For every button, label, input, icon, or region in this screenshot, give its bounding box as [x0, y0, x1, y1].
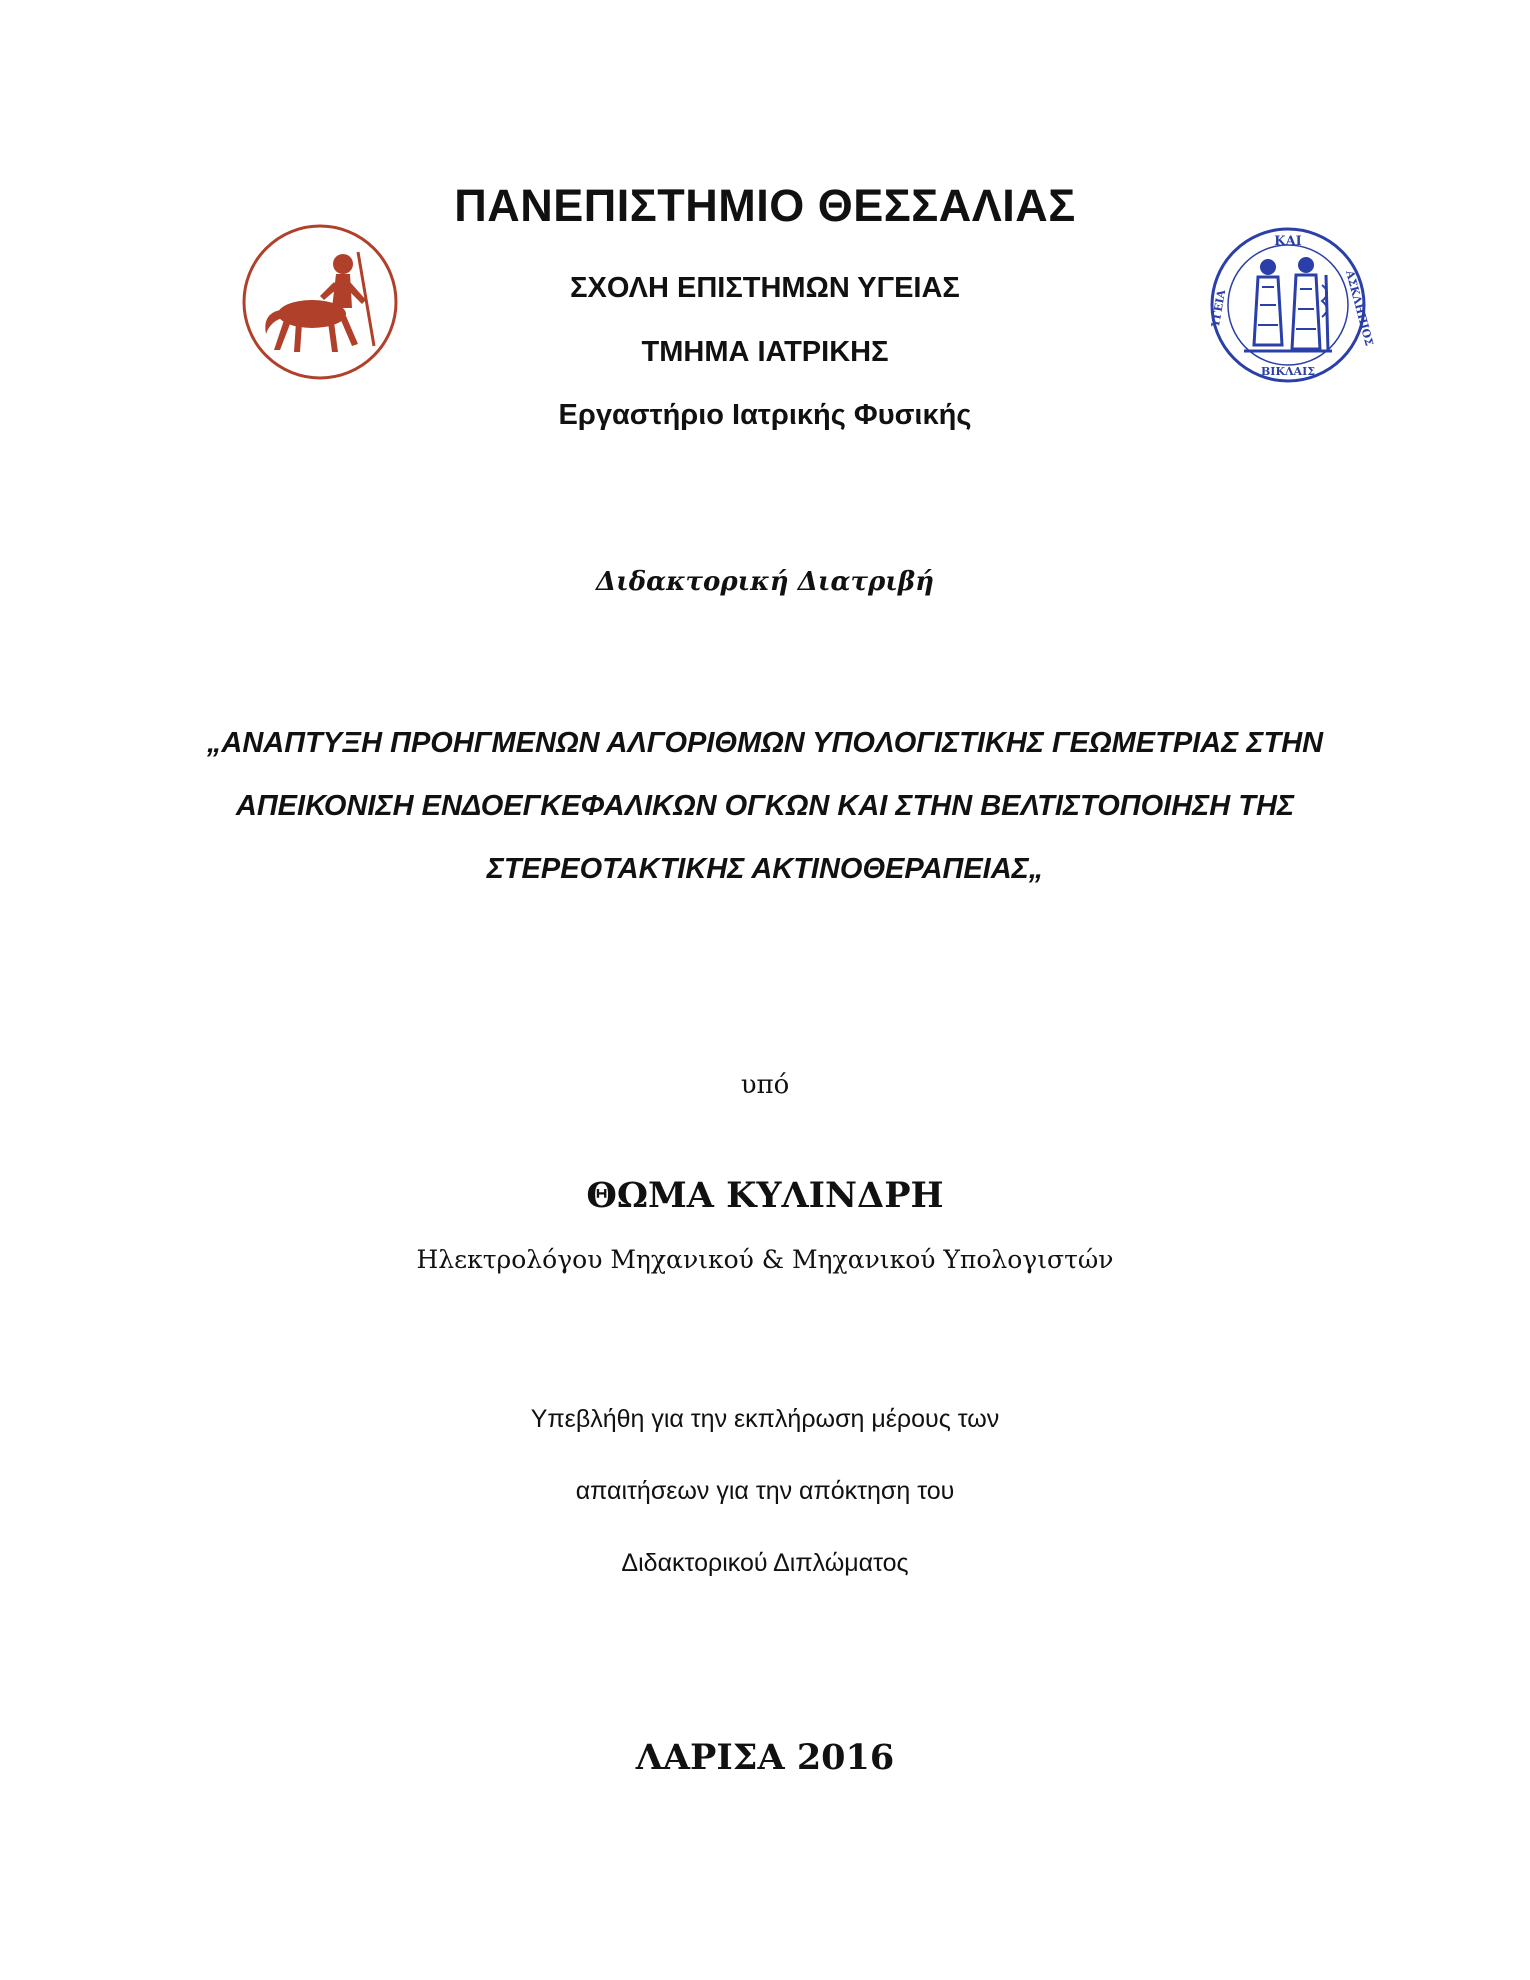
author-role: Ηλεκτρολόγου Μηχανικού & Μηχανικού Υπολογιστών — [416, 1245, 1114, 1274]
seal-text-left: ΥΓΕΙΑ — [1208, 288, 1229, 329]
school-name: ΣΧΟΛΗ ΕΠΙΣΤΗΜΩΝ ΥΓΕΙΑΣ — [570, 272, 960, 304]
submission-line: Υπεβλήθη για την εκπλήρωση μέρους των — [530, 1405, 1000, 1433]
thesis-title-line: ΑΠΕΙΚΟΝΙΣΗ ΕΝΔΟΕΓΚΕΦΑΛΙΚΩΝ ΟΓΚΩΝ ΚΑΙ ΣΤΗΝ ΒΕΛΤΙΣΤΟΠΟΙΗΣΗ ΤΗΣ — [235, 790, 1295, 822]
seal-text-top: ΚΑΙ — [1274, 234, 1302, 249]
thesis-title-line: ΣΤΕΡΕΟΤΑΚΤΙΚΗΣ ΑΚΤΙΝΟΘΕΡΑΠΕΙΑΣ„ — [486, 853, 1044, 885]
seal-text-right: ΑΣΚΛΗΠΙΟΣ — [1343, 268, 1376, 348]
thesis-type: Διδακτορική Διατριβή — [595, 567, 935, 597]
submission-line: απαιτήσεων για την απόκτηση του — [575, 1477, 955, 1505]
submission-line: Διδακτορικού Διπλώματος — [621, 1549, 909, 1577]
laboratory-name: Εργαστήριο Ιατρικής Φυσικής — [558, 399, 972, 431]
author-name: ΘΩΜΑ ΚΥΛΙΝΔΡΗ — [586, 1175, 944, 1216]
by-label: υπό — [740, 1070, 790, 1100]
thesis-title-line: „ΑΝΑΠΤΥΞΗ ΠΡΟΗΓΜΕΝΩΝ ΑΛΓΟΡΙΘΜΩΝ ΥΠΟΛΟΓΙΣΤΙΚΗΣ ΓΕΩΜΕΤΡΙΑΣ ΣΤΗΝ — [206, 727, 1324, 759]
department-name: ΤΜΗΜΑ ΙΑΤΡΙΚΗΣ — [641, 336, 889, 368]
seal-text-bottom: ΒΙΚΛΑΙΣ — [1261, 365, 1315, 378]
place-year: ΛΑΡΙΣΑ 2016 — [635, 1737, 895, 1778]
university-title: ΠΑΝΕΠΙΣΤΗΜΙΟ ΘΕΣΣΑΛΙΑΣ — [454, 180, 1076, 231]
